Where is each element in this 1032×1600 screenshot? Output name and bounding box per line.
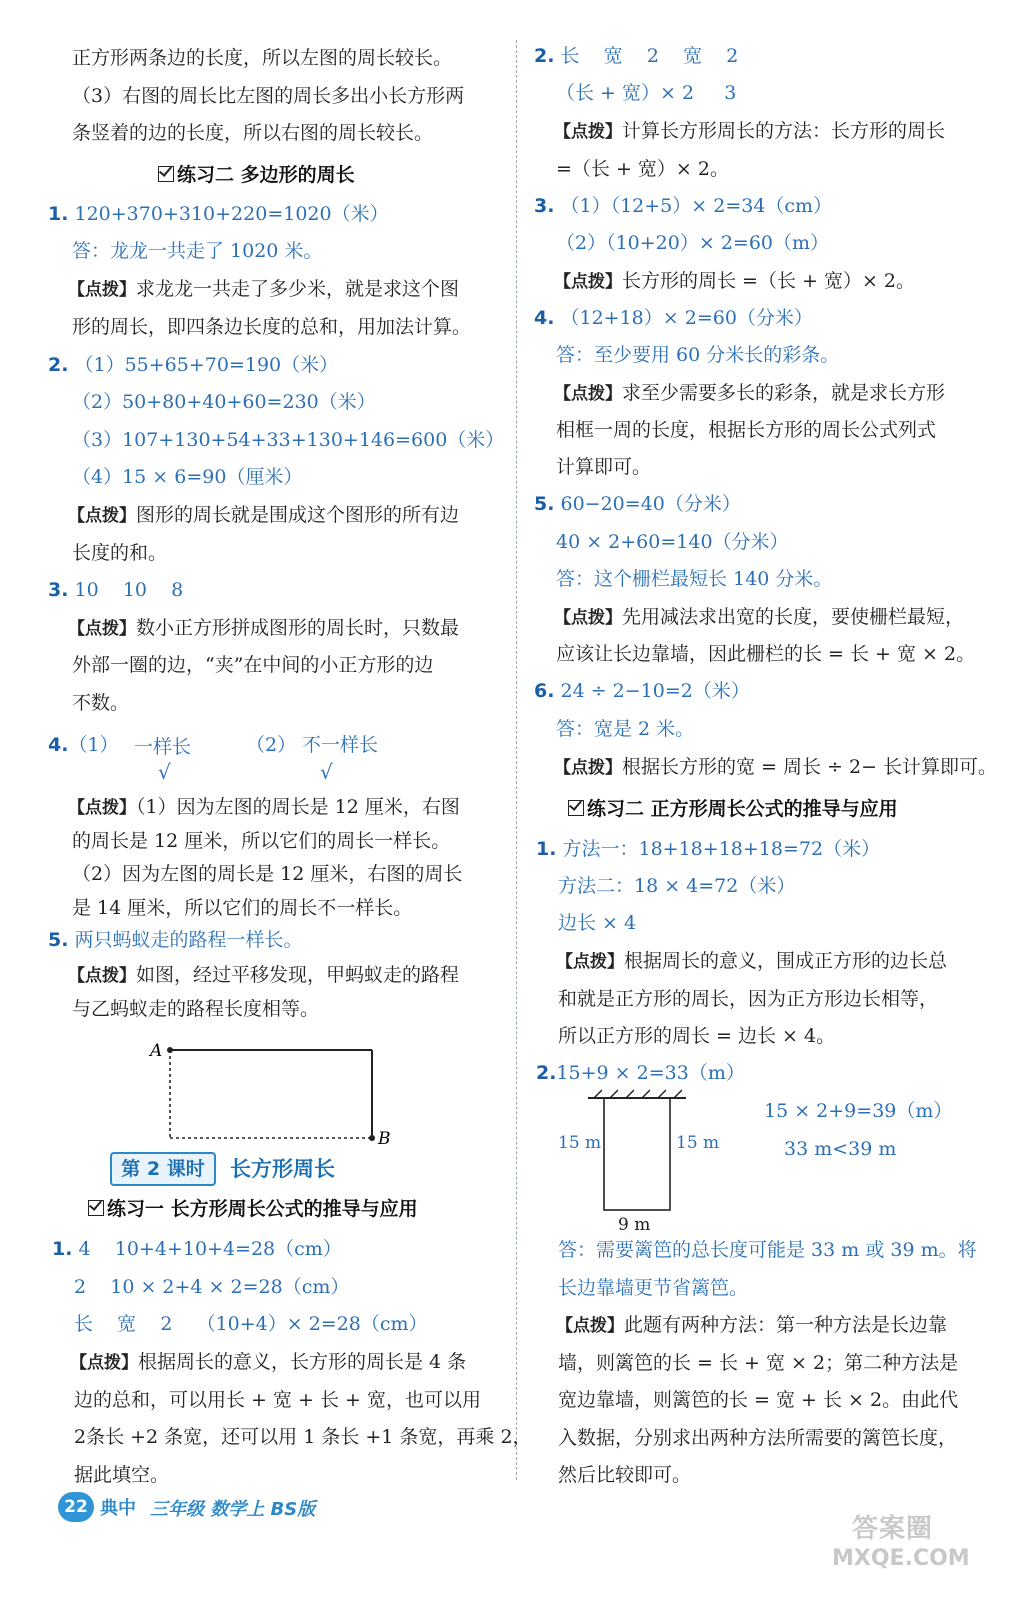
check-mark: √ bbox=[320, 760, 333, 784]
check-mark: √ bbox=[158, 760, 171, 784]
tip-line: 相框一周的长度，根据长方形的周长公式列式 bbox=[556, 419, 937, 441]
fig-right-label: 15 m bbox=[676, 1133, 720, 1153]
tip: 【点拨】求至少需要多长的彩条，就是求长方形 bbox=[554, 382, 946, 404]
tip: 【点拨】计算长方形周长的方法：长方形的周长 bbox=[554, 120, 946, 142]
answer: 15 × 2+9=39（m） bbox=[764, 1100, 953, 1122]
answer: （长 + 宽）× 2 3 bbox=[556, 82, 737, 104]
checkbox-icon bbox=[158, 166, 174, 182]
tip-line: 和就是正方形的周长，因为正方形边长相等， bbox=[558, 988, 939, 1010]
answer: 方法二：18 × 4=72（米） bbox=[558, 875, 796, 897]
answer: 一样长 bbox=[134, 736, 192, 758]
tip-line: 不数。 bbox=[72, 692, 130, 714]
point-label-b: B bbox=[378, 1129, 391, 1148]
answer: 答：这个栅栏最短长 140 分米。 bbox=[556, 568, 833, 590]
answer: （2）50+80+40+60=230（米） bbox=[72, 391, 376, 413]
question-4: 4.（1） bbox=[48, 734, 119, 756]
tip: 【点拨】根据周长的意义，围成正方形的边长总 bbox=[556, 950, 948, 972]
tip-line: 入数据，分别求出两种方法所需要的篱笆长度， bbox=[558, 1427, 958, 1449]
watermark: 答案圈 bbox=[852, 1514, 934, 1544]
question-6: 6. 24 ÷ 2−10=2（米） bbox=[534, 680, 750, 702]
question-2: 2. 长 宽 2 宽 2 bbox=[534, 45, 739, 67]
question-1: 1. 120+370+310+220=1020（米） bbox=[48, 203, 389, 225]
question-5: 5. 60−20=40（分米） bbox=[534, 493, 741, 515]
tip: 【点拨】求龙龙一共走了多少米，就是求这个图 bbox=[68, 278, 460, 300]
answer: 33 m<39 m bbox=[784, 1138, 897, 1160]
tip-line: 2条长 +2 条宽，还可以用 1 条长 +1 条宽，再乘 2， bbox=[74, 1426, 532, 1448]
question-5: 5. 两只蚂蚁走的路程一样长。 bbox=[48, 929, 303, 951]
tip-line: 边的总和，可以用长 + 宽 + 长 + 宽，也可以用 bbox=[74, 1389, 481, 1411]
tip: 【点拨】（1）因为左图的周长是 12 厘米，右图 bbox=[68, 796, 460, 818]
tip: 【点拨】此题有两种方法：第一种方法是长边靠 bbox=[556, 1314, 948, 1336]
answer: 长边靠墙更节省篱笆。 bbox=[558, 1277, 749, 1299]
point-label-a: A bbox=[150, 1041, 163, 1061]
text-line: 条竖着的边的长度，所以右图的周长较长。 bbox=[72, 122, 434, 144]
tip: 【点拨】根据周长的意义，长方形的周长是 4 条 bbox=[70, 1351, 467, 1373]
section-heading: 练习二 正方形周长公式的推导与应用 bbox=[568, 797, 898, 821]
question-3: 3. 10 10 8 bbox=[48, 579, 184, 601]
section-heading: 练习二 多边形的周长 bbox=[158, 163, 355, 187]
tip-line: 是 14 厘米，所以它们的周长不一样长。 bbox=[72, 897, 413, 919]
answer: （3）107+130+54+33+130+146=600（米） bbox=[72, 429, 505, 451]
tip-line: 的周长是 12 厘米，所以它们的周长一样长。 bbox=[72, 830, 451, 852]
lesson-title: 长方形周长 bbox=[230, 1157, 335, 1181]
question-1: 1. 方法一：18+18+18+18=72（米） bbox=[536, 838, 881, 860]
checkbox-icon bbox=[568, 800, 584, 816]
tip: 【点拨】长方形的周长 =（长 + 宽）× 2。 bbox=[554, 270, 916, 292]
tip-line: 外部一圈的边，“夹”在中间的小正方形的边 bbox=[72, 654, 434, 676]
tip: 【点拨】数小正方形拼成图形的周长时，只数最 bbox=[68, 617, 460, 639]
fig-bottom-label: 9 m bbox=[618, 1215, 651, 1235]
path-figure bbox=[140, 1036, 400, 1148]
watermark-url: MXQE.COM bbox=[832, 1546, 970, 1571]
tip-line: 宽边靠墙，则篱笆的长 = 宽 + 长 × 2。由此代 bbox=[558, 1389, 959, 1411]
page-number: 22 bbox=[58, 1492, 94, 1522]
tip-line: 据此填空。 bbox=[74, 1464, 170, 1486]
question-2: 2. （1）55+65+70=190（米） bbox=[48, 354, 339, 376]
answer: （2）（10+20）× 2=60（m） bbox=[556, 232, 830, 254]
checkbox-icon bbox=[88, 1200, 104, 1216]
text-line: （3）右图的周长比左图的周长多出小长方形两 bbox=[72, 85, 465, 107]
fence-figure bbox=[550, 1088, 740, 1236]
tip-line: 所以正方形的周长 = 边长 × 4。 bbox=[558, 1025, 836, 1047]
answer: 长 宽 2 （10+4）× 2=28（cm） bbox=[74, 1313, 428, 1335]
answer: 边长 × 4 bbox=[558, 912, 637, 934]
tip: 【点拨】先用减法求出宽的长度，要使栅栏最短， bbox=[554, 606, 965, 628]
question-2: 2.15+9 × 2=33（m） bbox=[536, 1062, 745, 1084]
tip-line: 与乙蚂蚁走的路程长度相等。 bbox=[72, 998, 320, 1020]
tip-line: 然后比较即可。 bbox=[558, 1464, 692, 1486]
tip-line: 长度的和。 bbox=[72, 542, 168, 564]
answer: 不一样长 bbox=[302, 734, 379, 756]
column-divider bbox=[516, 40, 517, 1480]
tip: 【点拨】根据长方形的宽 = 周长 ÷ 2− 长计算即可。 bbox=[554, 756, 998, 778]
tip-line: 形的周长，即四条边长度的总和，用加法计算。 bbox=[72, 316, 472, 338]
answer: （4）15 × 6=90（厘米） bbox=[72, 466, 303, 488]
tip: 【点拨】如图，经过平移发现，甲蚂蚁走的路程 bbox=[68, 964, 460, 986]
tip-line: （2）因为左图的周长是 12 厘米，右图的周长 bbox=[72, 863, 463, 885]
tip-line: 墙，则篱笆的长 = 长 + 宽 × 2；第二种方法是 bbox=[558, 1352, 959, 1374]
answer: 答：需要篱笆的总长度可能是 33 m 或 39 m。将 bbox=[558, 1239, 977, 1261]
answer: 2 10 × 2+4 × 2=28（cm） bbox=[74, 1276, 350, 1298]
brand-logo: 典中 bbox=[100, 1498, 136, 1519]
text-line: 正方形两条边的长度，所以左图的周长较长。 bbox=[72, 47, 453, 69]
question-4: 4. （12+18）× 2=60（分米） bbox=[534, 307, 813, 329]
answer: 答：宽是 2 米。 bbox=[556, 718, 695, 740]
question-3: 3. （1）（12+5）× 2=34（cm） bbox=[534, 195, 833, 217]
fig-left-label: 15 m bbox=[558, 1133, 602, 1153]
tip: 【点拨】图形的周长就是围成这个图形的所有边 bbox=[68, 504, 460, 526]
edition-label: 三年级 数学上 BS版 bbox=[150, 1499, 316, 1520]
tip-line: 应该让长边靠墙，因此栅栏的长 = 长 + 宽 × 2。 bbox=[556, 643, 976, 665]
answer: （2） bbox=[246, 734, 297, 756]
section-heading: 练习一 长方形周长公式的推导与应用 bbox=[88, 1197, 418, 1221]
answer: 答：龙龙一共走了 1020 米。 bbox=[72, 240, 323, 262]
tip-line: 计算即可。 bbox=[556, 456, 652, 478]
tip-line: =（长 + 宽）× 2。 bbox=[556, 158, 729, 180]
question-1: 1. 4 10+4+10+4=28（cm） bbox=[52, 1238, 342, 1260]
answer: 40 × 2+60=140（分米） bbox=[556, 531, 789, 553]
answer: 答：至少要用 60 分米长的彩条。 bbox=[556, 344, 840, 366]
lesson-badge: 第 2 课时 bbox=[110, 1152, 216, 1186]
